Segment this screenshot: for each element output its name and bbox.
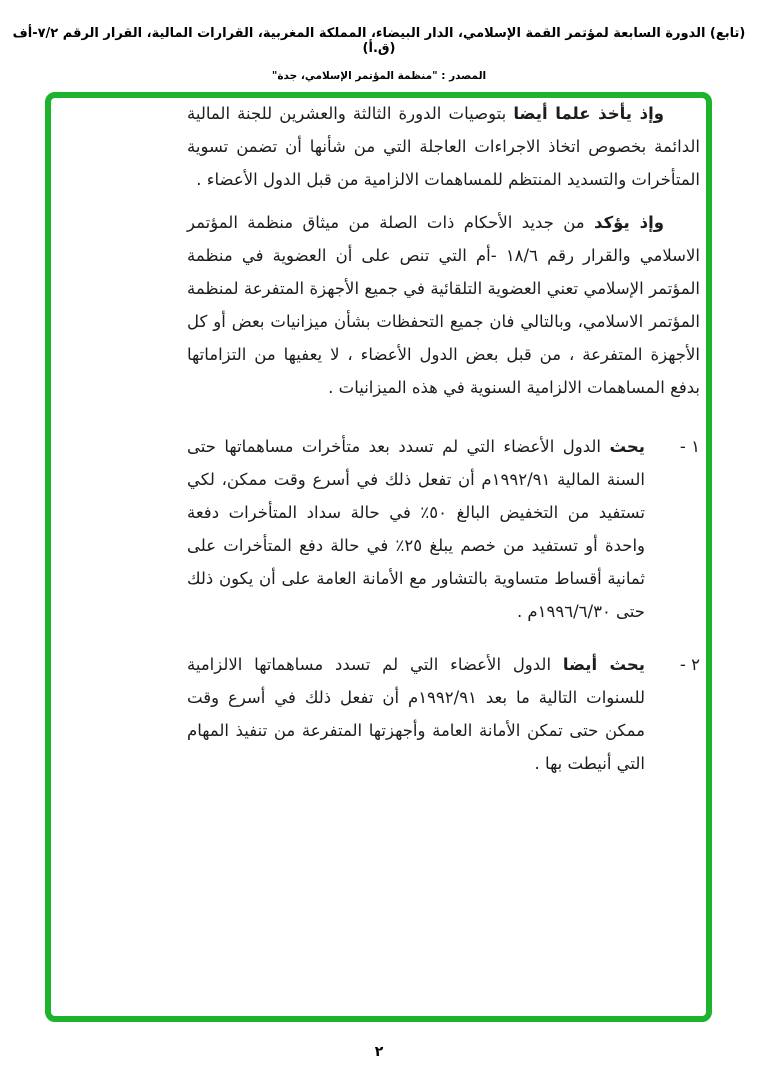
item-number: ٢ - <box>679 655 700 674</box>
document-header-title: (تابع) الدورة السابعة لمؤتمر القمة الإسلامي، الدار البيضاء، المملكة المغربية، القرارات المالية، القرار الرقم ٧/٢-أف (ق.أ) <box>12 26 746 56</box>
document-body <box>187 97 700 780</box>
list-item-1 <box>187 430 700 628</box>
paragraph-lead-phrase: وإذ يؤكد <box>594 213 664 232</box>
list-item-2 <box>187 648 700 780</box>
paragraph-lead-phrase: وإذ يأخذ علما أيضا <box>513 104 665 123</box>
document-header-source: المصدر : "منظمة المؤتمر الإسلامي، جدة" <box>271 70 487 82</box>
item-lead-phrase: يحث أيضا <box>562 655 645 674</box>
paragraph-reaffirming <box>187 206 700 404</box>
item-lead-phrase: يحث <box>609 437 645 456</box>
paragraph-taking-note <box>187 97 700 196</box>
item-text-block <box>187 430 645 628</box>
item-number: ١ - <box>679 437 700 456</box>
item-text: الدول الأعضاء التي لم تسدد بعد متأخرات مساهماتها حتى السنة المالية ١٩٩٢/٩١م أن تفعل ذلك في أسرع وقت ممكن، لكي تستفيد من التخفيض البالغ ٥٠٪ في حالة سداد المتأخرات دفعة واحدة أو تستفيد من خصم يبلغ ٢٥٪ في حالة دفع المتأخرات على ثمانية أقساط متساوية بالتشاور مع الأمانة العامة على أن يكون ذلك حتى ١٩٩٦/٦/٣٠م . <box>187 437 646 621</box>
paragraph-text: من جديد الأحكام ذات الصلة من ميثاق منظمة المؤتمر الاسلامي والقرار رقم ١٨/٦ -أم التي تنص على أن العضوية في منظمة المؤتمر الإسلامي تعني العضوية التلقائية في جميع الأجهزة المتفرعة لمنظمة المؤتمر الاسلامي، وبالتالي فان جميع التحفظات بشأن ميزانيات بعض أو كل الأجهزة المتفرعة ، من قبل بعض الدول الأعضاء ، لا يعفيها من التزاماتها بدفع المساهمات الالزامية السنوية في هذه الميزانيات . <box>187 213 700 397</box>
document-header <box>0 26 758 82</box>
numbered-items <box>187 430 700 780</box>
page-number: ٢ <box>374 1044 384 1060</box>
paragraph-text: بتوصيات الدورة الثالثة والعشرين للجنة المالية الدائمة بخصوص اتخاذ الاجراءات العاجلة التي من شأنها أن تضمن تسوية المتأخرات والتسديد المنتظم للمساهمات الالزامية من قبل الدول الأعضاء . <box>187 104 700 189</box>
item-text-block <box>187 648 645 780</box>
item-text: الدول الأعضاء التي لم تسدد مساهماتها الالزامية للسنوات التالية ما بعد ١٩٩٢/٩١م أن تفعل ذلك في أسرع وقت ممكن حتى تمكن الأمانة العامة وأجهزتها المتفرعة من تنفيذ المهام التي أنيطت بها . <box>187 655 645 773</box>
